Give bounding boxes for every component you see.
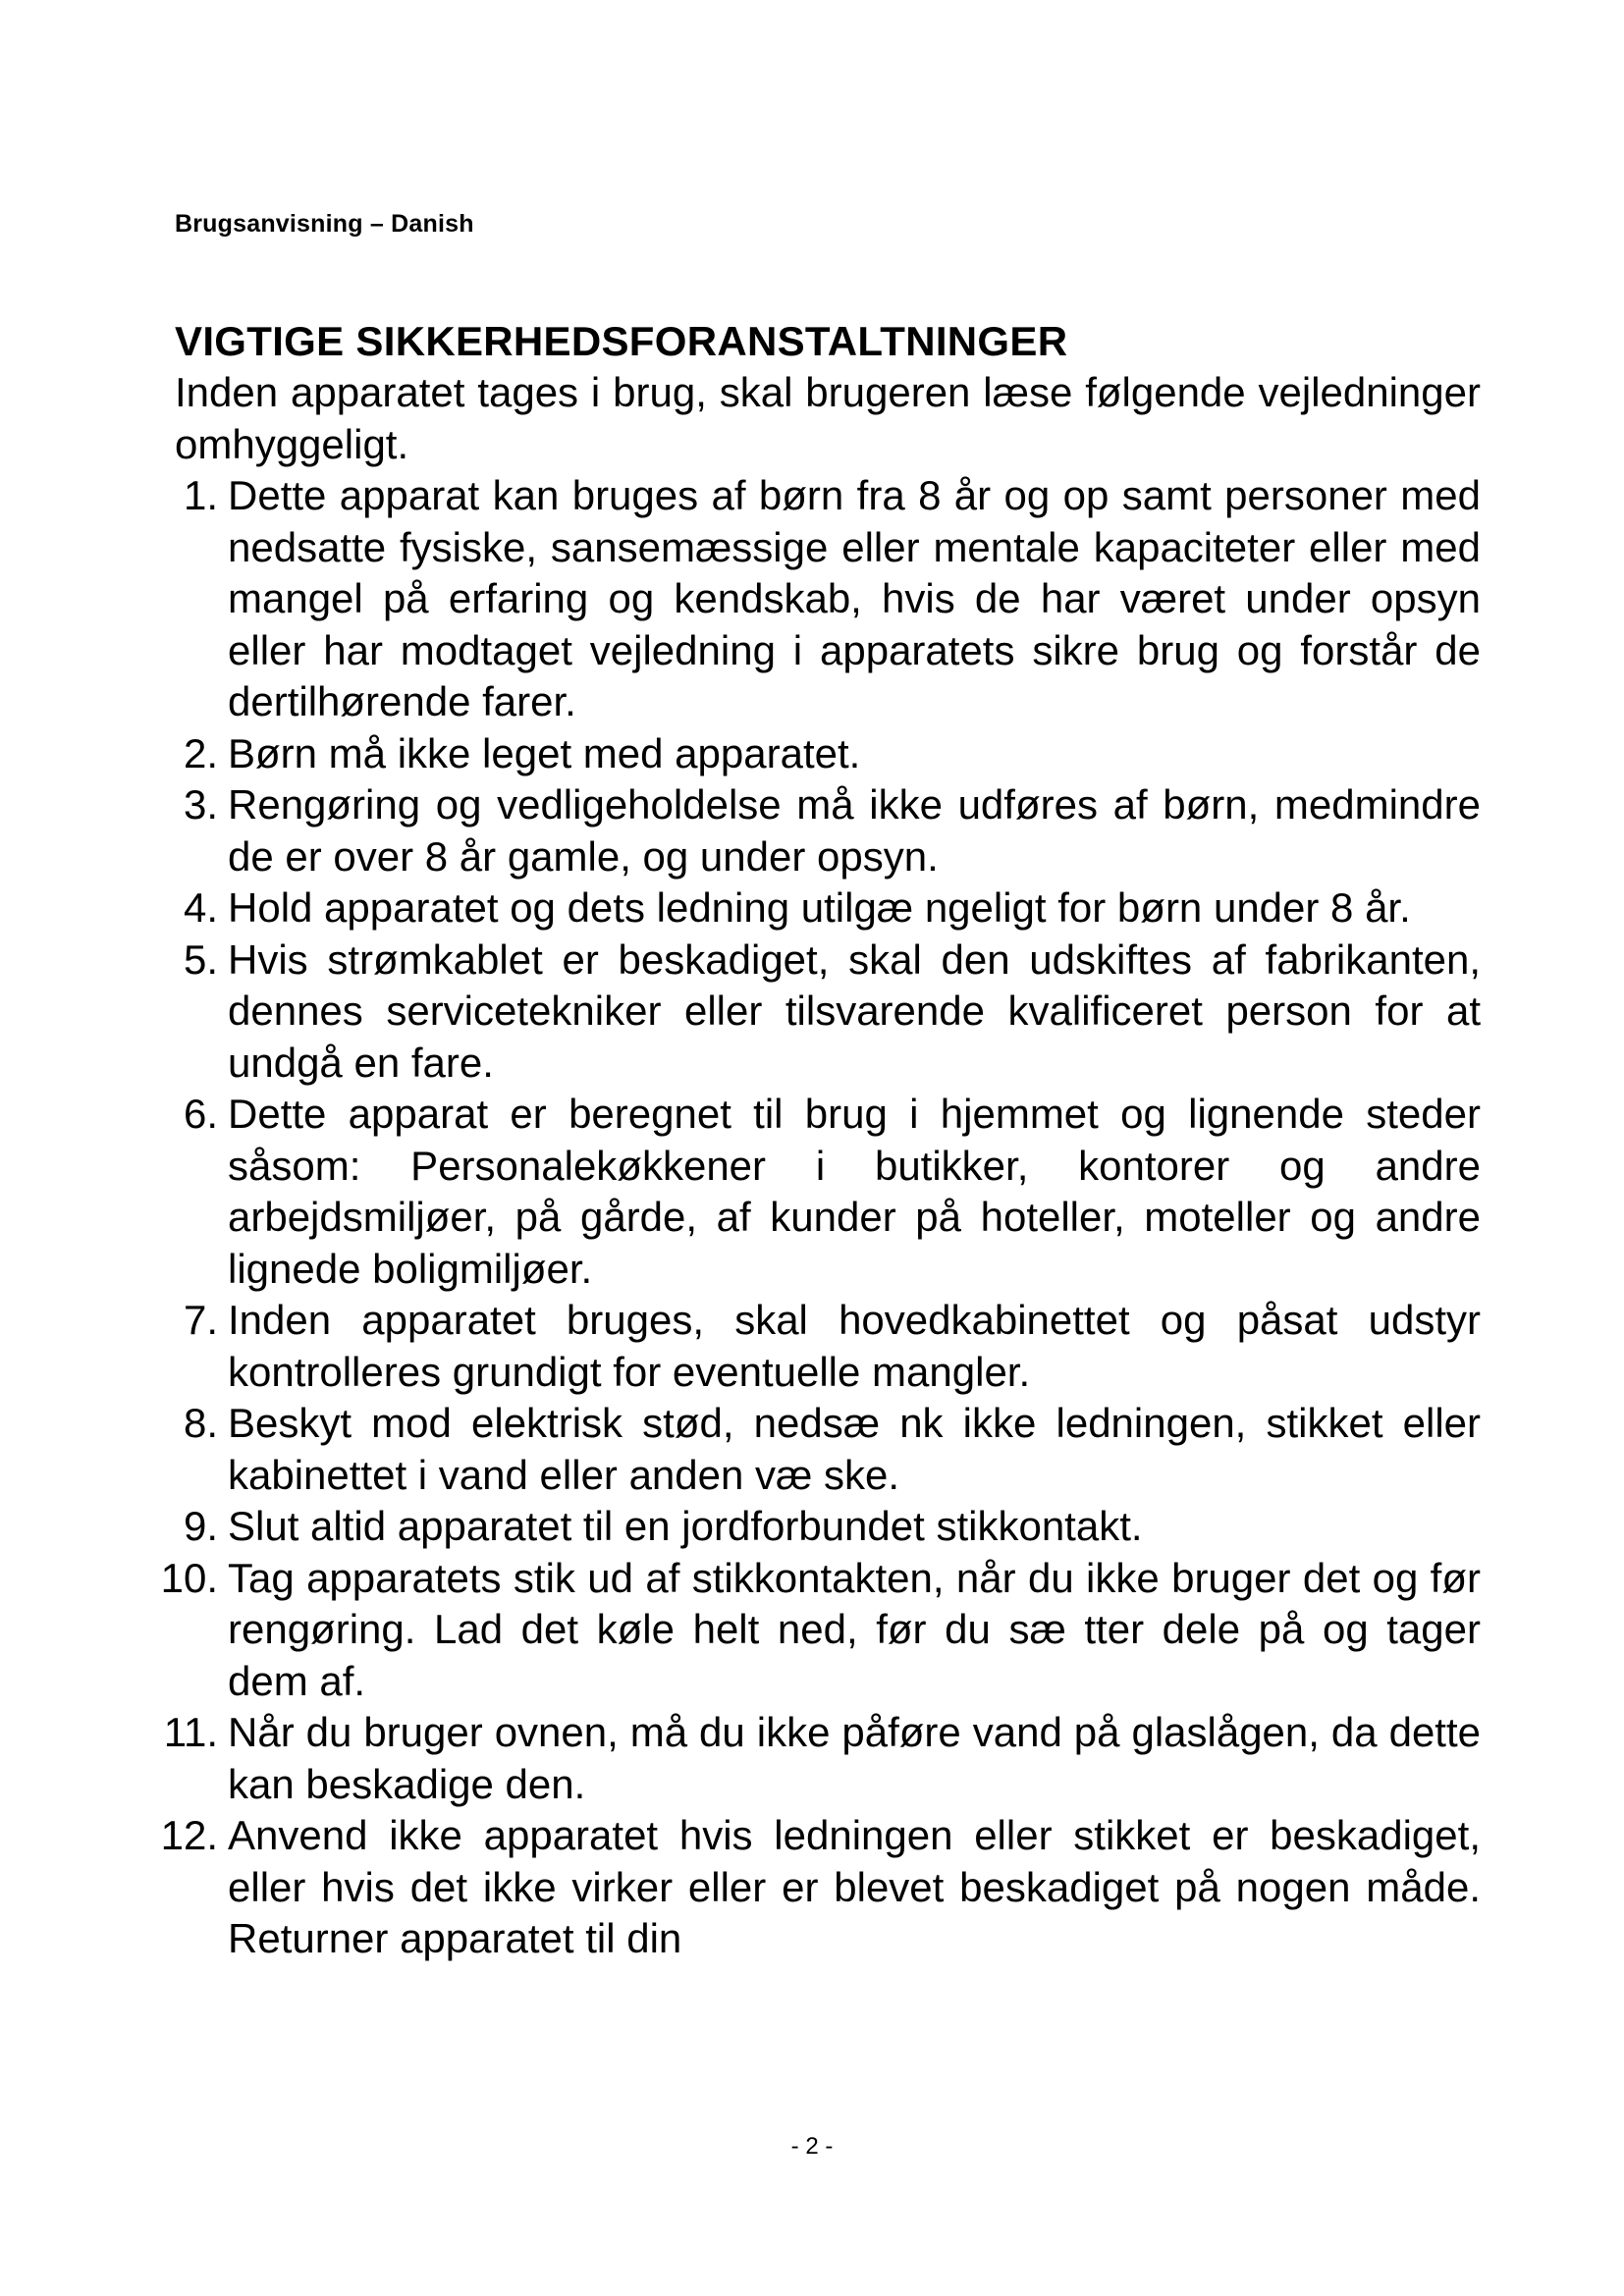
- list-item: [160, 1810, 1481, 1965]
- list-item: [175, 1501, 1481, 1553]
- list-item-number: 12.: [160, 1812, 218, 1858]
- list-item: [160, 1553, 1481, 1708]
- list-item-number: 6.: [183, 1091, 218, 1137]
- document-header-label: Brugsanvisning – Danish: [175, 210, 474, 238]
- list-item-text: Dette apparat kan bruges af børn fra 8 år og op samt personer med nedsatte fysiske, sansemæssige eller mentale kapaciteter eller med mangel på erfaring og kendskab, hvis de har været under opsyn eller har modtaget vejledning i apparatets sikre brug og forstår de dertilhørende farer.: [228, 472, 1481, 724]
- page-number: - 2 -: [790, 2133, 834, 2160]
- list-item-text: Slut altid apparatet til en jordforbundet stikkontakt.: [228, 1503, 1143, 1549]
- intro-paragraph: Inden apparatet tages i brug, skal brugeren læse følgende vejledninger omhyggeligt.: [175, 369, 1481, 467]
- list-item: [175, 728, 1481, 780]
- list-item-number: 9.: [183, 1503, 218, 1549]
- list-item-text: Når du bruger ovnen, må du ikke påføre vand på glaslågen, da dette kan beskadige den.: [228, 1709, 1481, 1807]
- list-item-text: Anvend ikke apparatet hvis ledningen eller stikket er beskadiget, eller hvis det ikke virker eller er blevet beskadiget på nogen måde. Returner apparatet til din: [228, 1812, 1481, 1961]
- list-item: [175, 934, 1481, 1090]
- list-item-number: 5.: [183, 935, 218, 983]
- list-item: [175, 1295, 1481, 1398]
- list-item: [163, 1707, 1481, 1810]
- list-item-number: 7.: [183, 1297, 218, 1343]
- list-item-text: Dette apparat er beregnet til brug i hjemmet og lignende steder såsom: Personalekøkkener i butikker, kontorer og andre arbejdsmiljøer, på gårde, af kunder på hoteller, moteller og andre lignede boligmiljøer.: [228, 1091, 1481, 1292]
- safety-rules-list: [160, 470, 1481, 1965]
- list-item-number: 2.: [183, 729, 218, 776]
- list-item-number: 3.: [183, 781, 218, 828]
- document-body: [160, 316, 1481, 1965]
- list-item: [175, 470, 1481, 728]
- list-item: [175, 1089, 1481, 1295]
- list-item-number: 4.: [183, 884, 218, 931]
- list-item: [175, 1398, 1481, 1501]
- list-item-text: Beskyt mod elektrisk stød, nedsæ nk ikke ledningen, stikket eller kabinettet i vand eller anden væ ske.: [228, 1400, 1481, 1498]
- list-item-number: 1.: [183, 472, 218, 518]
- list-item-text: Inden apparatet bruges, skal hovedkabinettet og påsat udstyr kontrolleres grundigt for eventuelle mangler.: [228, 1297, 1481, 1395]
- list-item-number: 10.: [160, 1554, 218, 1601]
- list-item-number: 11.: [163, 1709, 218, 1755]
- list-item-text: Hvis strømkablet er beskadiget, skal den udskiftes af fabrikanten, dennes servicetekniker eller tilsvarende kvalificeret person for at undgå en fare.: [228, 935, 1481, 1086]
- page-title: VIGTIGE SIKKERHEDSFORANSTALTNINGER: [175, 318, 1068, 364]
- list-item-text: Rengøring og vedligeholdelse må ikke udføres af børn, medmindre de er over 8 år gamle, og under opsyn.: [228, 781, 1481, 880]
- list-item: [175, 882, 1481, 934]
- list-item: [175, 779, 1481, 882]
- list-item-number: 8.: [183, 1400, 218, 1446]
- list-item-text: Børn må ikke leget med apparatet.: [228, 729, 861, 776]
- list-item-text: Hold apparatet og dets ledning utilgæ ngeligt for børn under 8 år.: [228, 884, 1411, 931]
- list-item-text: Tag apparatets stik ud af stikkontakten, når du ikke bruger det og før rengøring. Lad det køle helt ned, før du sæ tter dele på og tager dem af.: [228, 1554, 1481, 1704]
